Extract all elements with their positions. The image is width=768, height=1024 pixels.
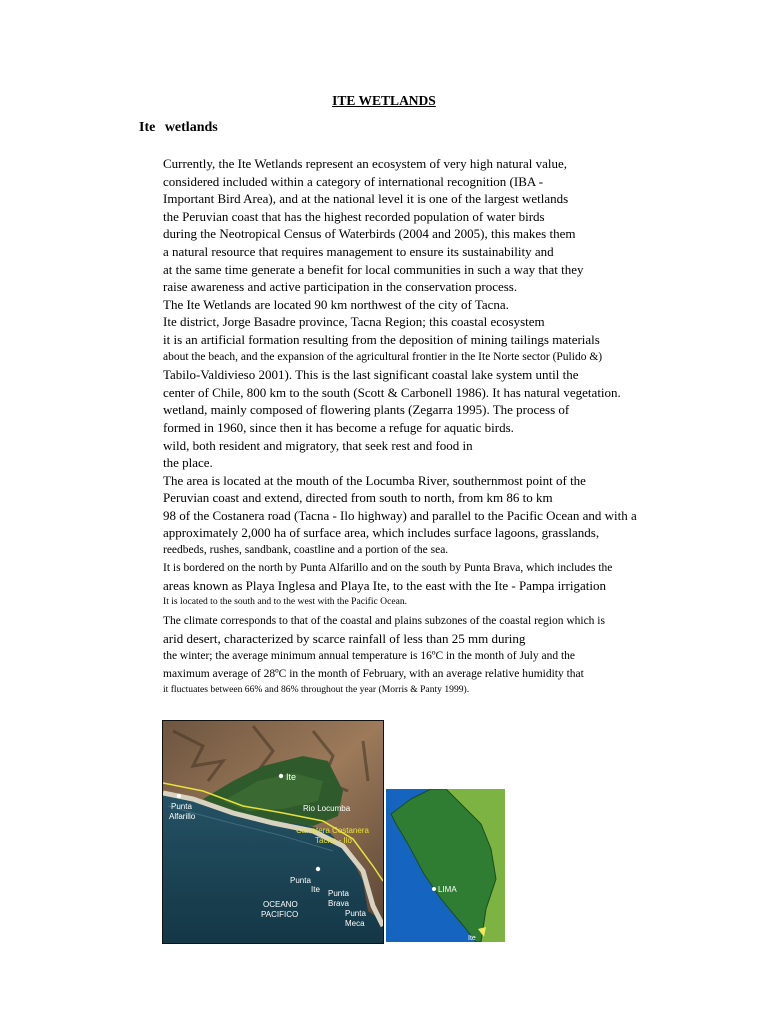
label-punta-brava: Brava bbox=[328, 899, 349, 908]
label-ite: Ite bbox=[286, 772, 297, 782]
label-punta-meca: Meca bbox=[345, 919, 365, 928]
text-line: Ite district, Jorge Basadre province, Tacna Region; this coastal ecosystem bbox=[163, 314, 545, 330]
text-line: maximum average of 28ºC in the month of February, with an average relative humidity that bbox=[163, 667, 584, 680]
label-carretera: Carretera Costanera bbox=[296, 826, 369, 835]
text-line: at the same time generate a benefit for local communities in such a way that they bbox=[163, 261, 584, 277]
label-carretera: Tacna - Ilo bbox=[315, 836, 352, 845]
text-line: areas known as Playa Inglesa and Playa Ite, to the east with the Ite - Pampa irrigation bbox=[163, 578, 606, 594]
text-line: wild, both resident and migratory, that seek rest and food in bbox=[163, 437, 473, 453]
text-line: during the Neotropical Census of Waterbirds (2004 and 2005), this makes them bbox=[163, 226, 576, 242]
text-line: Peruvian coast and extend, directed from south to north, from km 86 to km bbox=[163, 490, 553, 506]
text-line: the Peruvian coast that has the highest recorded population of water birds bbox=[163, 208, 545, 224]
punta-ite-marker bbox=[316, 867, 320, 871]
text-line: It is located to the south and to the west with the Pacific Ocean. bbox=[163, 595, 408, 607]
body-text bbox=[163, 155, 683, 697]
text-line: 98 of the Costanera road (Tacna - Ilo highway) and parallel to the Pacific Ocean and with a bbox=[163, 507, 637, 523]
text-line: The area is located at the mouth of the Locumba River, southernmost point of the bbox=[163, 472, 586, 488]
text-line: center of Chile, 800 km to the south (Scott & Carbonell 1986). It has natural vegetation. bbox=[163, 384, 621, 400]
satellite-map bbox=[162, 720, 384, 944]
ite-marker bbox=[279, 774, 283, 778]
text-line: it is an artificial formation resulting from the deposition of mining tailings materials bbox=[163, 331, 600, 347]
label-rio-locumba: Rio Locumba bbox=[303, 804, 351, 813]
text-line: approximately 2,000 ha of surface area, which includes surface lagoons, grasslands, bbox=[163, 525, 600, 541]
section-heading: Ite wetlands bbox=[139, 120, 218, 135]
label-punta-alfarillo: Alfarillo bbox=[169, 812, 196, 821]
text-line: formed in 1960, since then it has become a refuge for aquatic birds. bbox=[163, 419, 514, 435]
text-line: The climate corresponds to that of the coastal and plains subzones of the coastal region which is bbox=[163, 614, 605, 627]
text-line: Currently, the Ite Wetlands represent an ecosystem of very high natural value, bbox=[163, 156, 567, 171]
document-title: ITE WETLANDS bbox=[332, 93, 436, 108]
label-punta-brava: Punta bbox=[328, 889, 349, 898]
label-punta-alfarillo: Punta bbox=[171, 802, 192, 811]
label-punta-ite: Punta bbox=[290, 876, 311, 885]
text-line: the winter; the average minimum annual temperature is 16ºC in the month of July and the bbox=[163, 650, 576, 663]
text-line: the place. bbox=[163, 455, 213, 471]
label-punta-ite: Ite bbox=[311, 885, 320, 894]
label-lima: LIMA bbox=[438, 885, 457, 894]
label-punta-meca: Punta bbox=[345, 909, 366, 918]
text-line: a natural resource that requires management to ensure its sustainability and bbox=[163, 243, 554, 259]
lima-marker bbox=[432, 887, 436, 891]
text-line: It is bordered on the north by Punta Alfarillo and on the south by Punta Brava, which includes the bbox=[163, 561, 613, 574]
text-line: raise awareness and active participation in the conservation process. bbox=[163, 279, 518, 295]
text-line: Tabilo-Valdivieso 2001). This is the last significant coastal lake system until the bbox=[163, 367, 579, 383]
text-line: The Ite Wetlands are located 90 km northwest of the city of Tacna. bbox=[163, 296, 509, 312]
text-line: about the beach, and the expansion of the agricultural frontier in the Ite Norte sector (Pulido &) bbox=[163, 350, 603, 363]
text-line: arid desert, characterized by scarce rainfall of less than 25 mm during bbox=[163, 631, 526, 647]
punta-alfarillo-marker bbox=[177, 794, 181, 798]
text-line: wetland, mainly composed of flowering plants (Zegarra 1995). The process of bbox=[163, 402, 570, 418]
peru-location-map bbox=[386, 789, 505, 942]
text-line: reedbeds, rushes, sandbank, coastline and a portion of the sea. bbox=[163, 544, 449, 557]
text-line: Important Bird Area), and at the national level it is one of the largest wetlands bbox=[163, 191, 569, 207]
label-oceano: OCEANO bbox=[263, 900, 298, 909]
text-line: considered included within a category of international recognition (IBA - bbox=[163, 173, 544, 189]
label-oceano: PACIFICO bbox=[261, 910, 299, 919]
text-line: it fluctuates between 66% and 86% throughout the year (Morris & Panty 1999). bbox=[163, 684, 470, 696]
label-ite: Ite bbox=[468, 935, 476, 942]
